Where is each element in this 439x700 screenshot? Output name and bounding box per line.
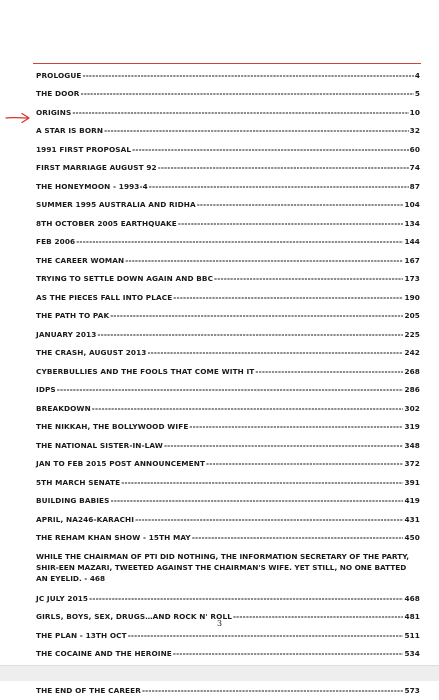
toc-entry-title: 1991 FIRST PROPOSAL [36, 145, 131, 154]
toc-entry-title: THE HONEYMOON - 1993-4 [36, 182, 148, 191]
toc-entry-page: 573 [404, 686, 420, 695]
dot-leader [121, 478, 403, 487]
dot-leader [192, 533, 404, 542]
top-rule [33, 63, 421, 64]
toc-entry-page: 10 [410, 108, 420, 117]
toc-entry-title: 8TH OCTOBER 2005 EARTHQUAKE [36, 219, 177, 228]
toc-entry-title: CYBERBULLIES AND THE FOOLS THAT COME WITH IT [36, 367, 254, 376]
toc-entry-title: SUMMER 1995 AUSTRALIA AND RIDHA [36, 200, 196, 209]
dot-leader [149, 182, 409, 191]
dot-leader [76, 237, 403, 246]
toc-entry-title: JC JULY 2015 [36, 594, 88, 603]
toc-entry[interactable] [36, 251, 420, 270]
toc-entry-page: 225 [404, 330, 420, 339]
toc-entry-page: 431 [404, 515, 420, 524]
dot-leader [214, 274, 403, 283]
toc-entry-page: 302 [404, 404, 420, 413]
toc-entry-page: 534 [404, 649, 420, 658]
toc-entry[interactable] [36, 66, 420, 85]
toc-entry-page: 173 [404, 274, 420, 283]
toc-entry-title: THE NIKKAH, THE BOLLYWOOD WIFE [36, 422, 188, 431]
toc-entry[interactable] [36, 325, 420, 344]
toc-entry[interactable] [36, 399, 420, 418]
toc-entry-page: 205 [404, 311, 420, 320]
toc-entry-page: 242 [404, 348, 420, 357]
dot-leader [255, 367, 403, 376]
toc-entry[interactable] [36, 455, 420, 474]
dot-leader [132, 145, 409, 154]
toc-entry-title: THE PATH TO PAK [36, 311, 109, 320]
toc-entry-title: ORIGINS [36, 108, 71, 117]
toc-entry-title: THE DOOR [36, 89, 80, 98]
dot-leader [178, 219, 404, 228]
toc-entry-title: THE END OF THE CAREER [36, 686, 141, 695]
toc-entry-page: 348 [404, 441, 420, 450]
toc-entry-title: THE NATIONAL SISTER-IN-LAW [36, 441, 163, 450]
toc-entry-title: APRIL, NA246-KARACHI [36, 515, 134, 524]
viewer-bottom-bar [0, 665, 439, 681]
toc-entry[interactable] [36, 418, 420, 437]
toc-entry-title: FIRST MARRIAGE AUGUST 92 [36, 163, 157, 172]
toc-entry-title: JAN TO FEB 2015 POST ANNOUNCEMENT [36, 459, 205, 468]
dot-leader [111, 496, 404, 505]
toc-entry-page: 60 [410, 145, 420, 154]
toc-entry-title: 5TH MARCH SENATE [36, 478, 120, 487]
toc-entry-title: JANUARY 2013 [36, 330, 96, 339]
toc-entry[interactable] [36, 140, 420, 159]
dot-leader [135, 515, 403, 524]
toc-entry-page: 481 [404, 612, 420, 621]
dot-leader [206, 459, 403, 468]
dot-leader [81, 89, 414, 98]
toc-entry[interactable] [36, 492, 420, 511]
dot-leader [189, 422, 403, 431]
toc-entry-title: THE COCAINE AND THE HEROINE [36, 649, 172, 658]
toc-entry-page: 419 [404, 496, 420, 505]
toc-entry-page: 450 [404, 533, 420, 542]
toc-entry-page: 32 [410, 126, 420, 135]
toc-entry-title: THE CAREER WOMAN [36, 256, 124, 265]
toc-entry-title: PROLOGUE [36, 71, 81, 80]
toc-entry-page: 134 [404, 219, 420, 228]
toc-entry-title: FEB 2006 [36, 237, 75, 246]
dot-leader [173, 293, 403, 302]
toc-entry-title: THE PLAN - 13TH OCT [36, 631, 127, 640]
toc-entry[interactable] [36, 214, 420, 233]
toc-entry-title: GIRLS, BOYS, SEX, DRUGS…AND ROCK N' ROLL [36, 612, 232, 621]
toc-entry[interactable] [36, 645, 420, 664]
toc-entry-page: 4 [415, 71, 420, 80]
toc-entry-page: 104 [404, 200, 420, 209]
toc-entry[interactable] [36, 473, 420, 492]
toc-entry[interactable] [36, 307, 420, 326]
toc-entry-page: 190 [404, 293, 420, 302]
toc-entry-title: THE CRASH, AUGUST 2013 [36, 348, 146, 357]
toc-entry-page: 286 [404, 385, 420, 394]
dot-leader [104, 126, 409, 135]
table-of-contents [36, 66, 420, 700]
dot-leader [128, 631, 404, 640]
toc-entry[interactable] [36, 103, 420, 122]
toc-entry[interactable] [36, 626, 420, 645]
toc-entry-page: 74 [410, 163, 420, 172]
dot-leader [125, 256, 403, 265]
toc-list-continued [36, 589, 420, 700]
toc-entry-page: 5 [415, 89, 420, 98]
toc-entry-page: 511 [404, 631, 420, 640]
toc-entry[interactable] [36, 177, 420, 196]
dot-leader [110, 311, 403, 320]
dot-leader [158, 163, 409, 172]
toc-entry[interactable] [36, 270, 420, 289]
red-arrow-icon [5, 112, 31, 124]
toc-entry[interactable] [36, 85, 420, 104]
toc-entry-page: 468 [404, 594, 420, 603]
toc-entry[interactable] [36, 436, 420, 455]
toc-entry-page: 391 [404, 478, 420, 487]
dot-leader [164, 441, 404, 450]
toc-entry-page: 372 [404, 459, 420, 468]
toc-entry[interactable] [36, 288, 420, 307]
toc-entry-page: 268 [404, 367, 420, 376]
toc-entry[interactable] [36, 196, 420, 215]
toc-entry[interactable] [36, 682, 420, 700]
toc-entry-page: 87 [410, 182, 420, 191]
toc-wrapped-entry[interactable] [36, 547, 420, 589]
dot-leader [57, 385, 404, 394]
toc-entry[interactable] [36, 344, 420, 363]
toc-entry-page: 144 [404, 237, 420, 246]
toc-entry[interactable] [36, 529, 420, 548]
dot-leader [89, 594, 403, 603]
dot-leader [92, 404, 404, 413]
dot-leader [142, 686, 404, 695]
toc-entry-title: THE REHAM KHAN SHOW - 15TH MAY [36, 533, 191, 542]
toc-entry-title: TRYING TO SETTLE DOWN AGAIN AND BBC [36, 274, 213, 283]
toc-entry-title: AS THE PIECES FALL INTO PLACE [36, 293, 172, 302]
toc-entry-title: BREAKDOWN [36, 404, 91, 413]
toc-wrapped-text: WHILE THE CHAIRMAN OF PTI DID NOTHING, THE INFORMATION SECRETARY OF THE PARTY, SHIR-EEN MAZARI, TWEETED AGAINST THE CHAIRMAN'S WIFE. YET STILL, NO ONE BATTED AN EYELID. - 468 [36, 552, 409, 583]
toc-list [36, 66, 420, 547]
toc-entry[interactable] [36, 589, 420, 608]
toc-entry-title: A STAR IS BORN [36, 126, 103, 135]
toc-entry[interactable] [36, 381, 420, 400]
toc-entry[interactable] [36, 510, 420, 529]
toc-entry[interactable] [36, 362, 420, 381]
dot-leader [197, 200, 404, 209]
toc-entry-page: 319 [404, 422, 420, 431]
dot-leader [97, 330, 403, 339]
dot-leader [82, 71, 413, 80]
dot-leader [147, 348, 403, 357]
dot-leader [173, 649, 404, 658]
toc-entry[interactable] [36, 122, 420, 141]
toc-entry-page: 167 [404, 256, 420, 265]
toc-entry-title: IDPS [36, 385, 56, 394]
toc-entry[interactable] [36, 233, 420, 252]
toc-entry[interactable] [36, 159, 420, 178]
toc-entry-title: BUILDING BABIES [36, 496, 110, 505]
page-number: 3 [0, 619, 439, 628]
dot-leader [72, 108, 408, 117]
